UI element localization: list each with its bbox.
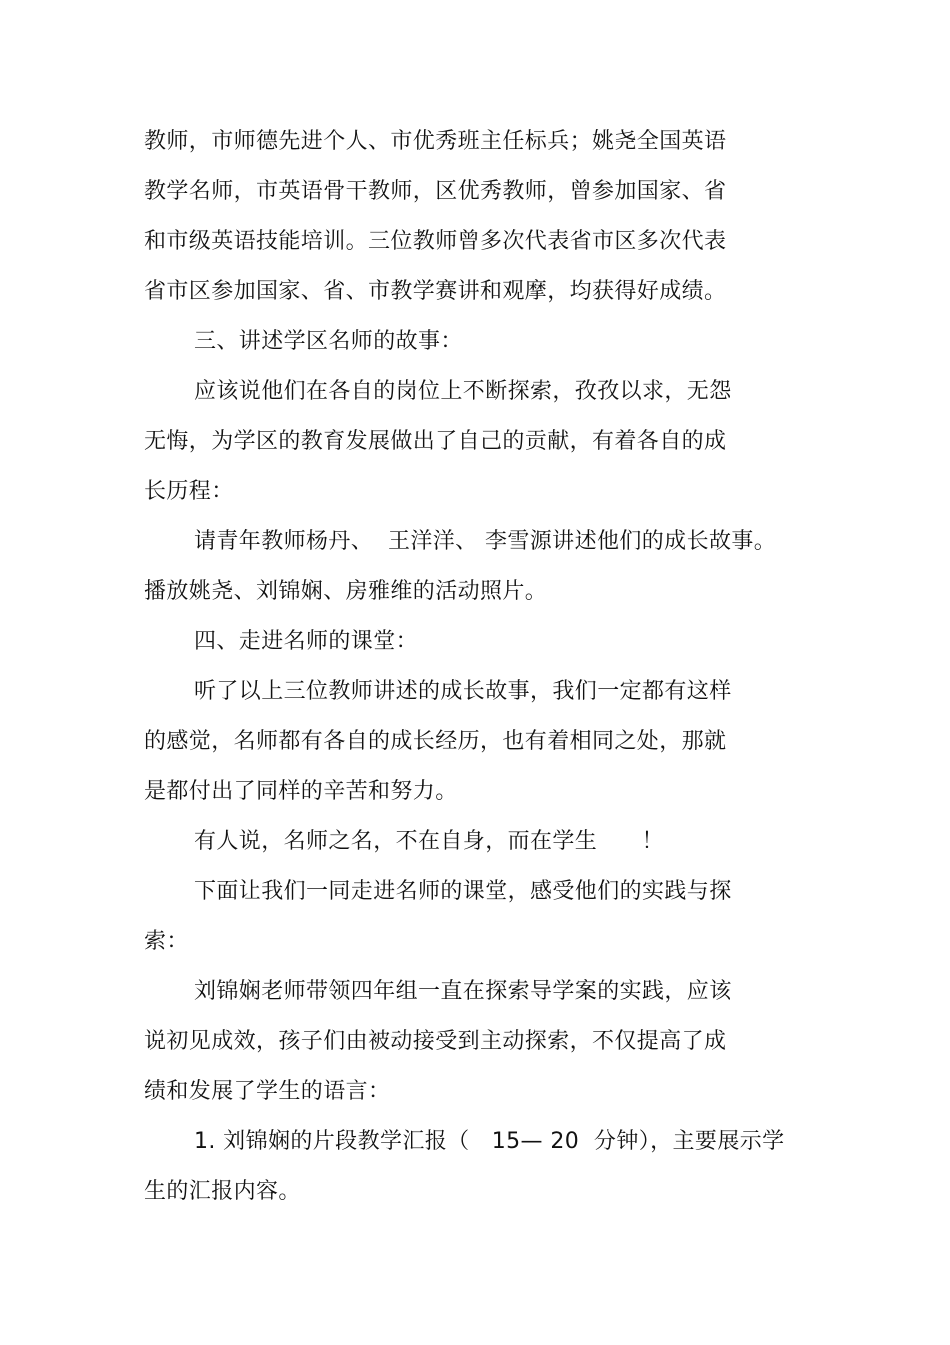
paragraph-line: 说初见成效，孩子们由被动接受到主动探索，不仅提高了成 <box>144 1029 727 1054</box>
paragraph-line: 听了以上三位教师讲述的成长故事，我们一定都有这样 <box>194 679 732 704</box>
paragraph-line: 应该说他们在各自的岗位上不断探索，孜孜以求，无怨 <box>194 379 732 404</box>
section-heading: 四、走进名师的课堂： <box>194 629 419 654</box>
paragraph-line: 教师，市师德先进个人、市优秀班主任标兵；姚尧全国英语 <box>144 129 727 154</box>
list-item: 1. 刘锦娴的片段教学汇报（ 15— 20 分钟），主要展示学 <box>194 1129 785 1154</box>
paragraph-line: 教学名师，市英语骨干教师，区优秀教师，曾参加国家、省 <box>144 179 727 204</box>
paragraph-line: 有人说，名师之名，不在自身，而在学生 ！ <box>194 829 664 854</box>
paragraph-line: 省市区参加国家、省、市教学赛讲和观摩，均获得好成绩。 <box>144 279 727 304</box>
paragraph-line: 播放姚尧、刘锦娴、房雅维的活动照片。 <box>144 579 548 604</box>
paragraph-line: 下面让我们一同走进名师的课堂，感受他们的实践与探 <box>194 879 732 904</box>
paragraph-line: 的感觉，名师都有各自的成长经历，也有着相同之处，那就 <box>144 729 727 754</box>
paragraph-line: 和市级英语技能培训。三位教师曾多次代表省市区多次代表 <box>144 229 727 254</box>
section-heading: 三、讲述学区名师的故事： <box>194 329 463 354</box>
paragraph-line: 长历程： <box>144 479 234 504</box>
paragraph-line: 无悔，为学区的教育发展做出了自己的贡献，有着各自的成 <box>144 429 727 454</box>
paragraph-line: 刘锦娴老师带领四年组一直在探索导学案的实践，应该 <box>194 979 732 1004</box>
paragraph-line: 绩和发展了学生的语言： <box>144 1079 391 1104</box>
paragraph-line: 索： <box>144 929 189 954</box>
paragraph-line: 请青年教师杨丹、 王洋洋、 李雪源讲述他们的成长故事。 <box>194 529 777 554</box>
paragraph-line: 生的汇报内容。 <box>144 1179 301 1204</box>
paragraph-line: 是都付出了同样的辛苦和努力。 <box>144 779 458 804</box>
